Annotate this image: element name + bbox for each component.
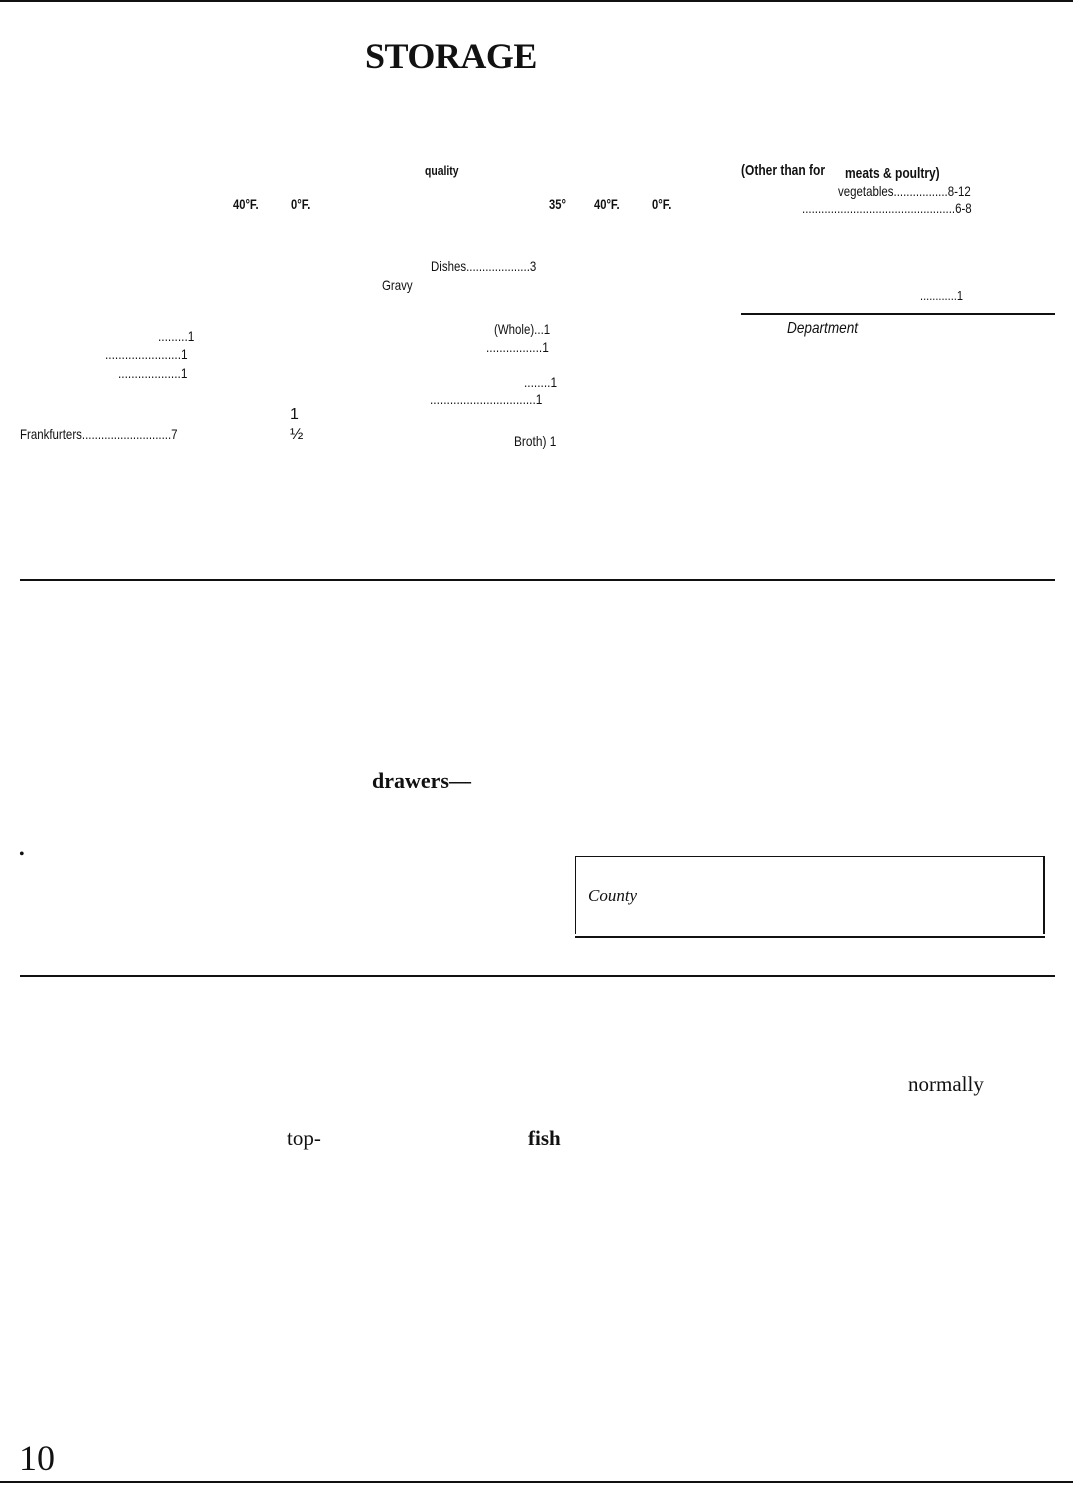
meats-poultry-label: meats & poultry) (845, 165, 940, 182)
quality-label: quality (425, 163, 459, 178)
temp-40f-left: 40°F. (233, 196, 259, 212)
page-title: STORAGE (365, 36, 537, 76)
dots-row-6-8: ................................................6-8 (802, 200, 972, 216)
county-box (575, 856, 1045, 934)
left-row-3: ...................1 (118, 365, 188, 381)
county-label: County (588, 886, 638, 905)
bullet: • (19, 846, 25, 863)
section-rule-2 (20, 975, 1055, 977)
other-than-label: (Other than for (741, 162, 825, 179)
bottom-rule (0, 1481, 1073, 1483)
top-rule (0, 0, 1073, 2)
gravy-label: Gravy (382, 277, 413, 293)
vegetables-row: vegetables.................8-12 (838, 183, 971, 199)
temp-40f-mid: 40°F. (594, 196, 620, 212)
temp-35-mid: 35° (549, 196, 566, 212)
temp-0f-left: 0°F. (291, 196, 311, 212)
broth-row: Broth) 1 (514, 433, 557, 449)
mid-dots-3: ................................1 (430, 391, 543, 407)
frankfurters-row: Frankfurters............................7 (20, 426, 178, 442)
county-box-bottom (575, 936, 1045, 938)
department-label: Department (787, 320, 859, 337)
page-number: 10 (19, 1438, 55, 1478)
right-column-rule (741, 313, 1055, 315)
value-one: 1 (290, 406, 299, 423)
mid-dots-1: .................1 (486, 339, 549, 355)
top-word: top- (287, 1126, 321, 1150)
value-half: ½ (290, 426, 304, 443)
left-row-2: .......................1 (105, 346, 188, 362)
dishes-row: Dishes....................3 (431, 258, 537, 274)
right-dots-1: ............1 (920, 288, 963, 303)
mid-dots-2: ........1 (524, 374, 558, 390)
temp-0f-mid: 0°F. (652, 196, 672, 212)
whole-row: (Whole)...1 (494, 321, 551, 337)
fish-word: fish (528, 1126, 561, 1150)
section-rule-1 (20, 579, 1055, 581)
left-row-1: .........1 (158, 328, 195, 344)
drawers-word: drawers— (372, 768, 471, 793)
normally-word: normally (908, 1072, 984, 1096)
